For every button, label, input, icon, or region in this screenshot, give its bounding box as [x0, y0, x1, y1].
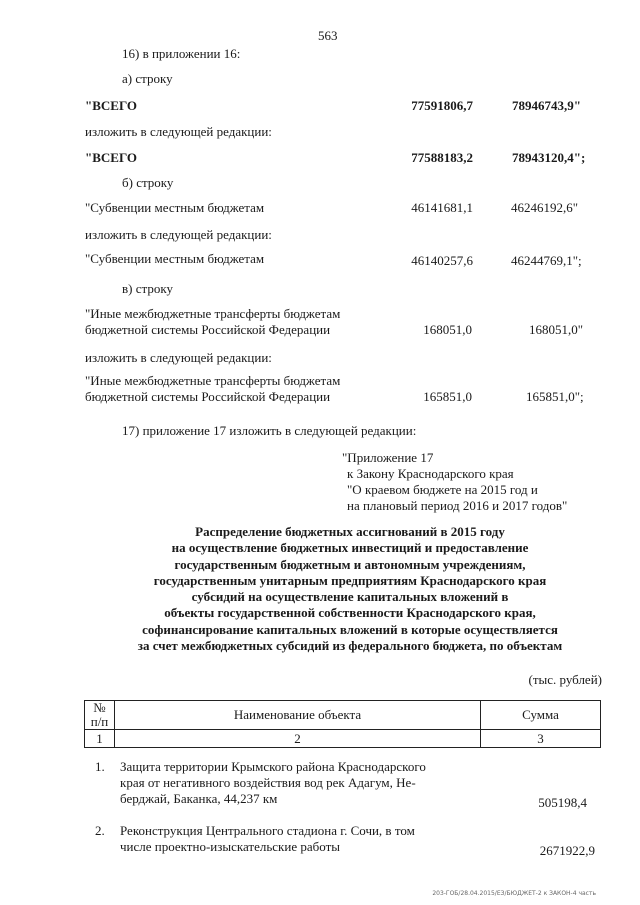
page-number: 563	[318, 28, 338, 43]
row-vsego-new-name: "ВСЕГО	[85, 150, 138, 165]
row-sum: 505198,4	[538, 795, 587, 810]
row-name-line-1: Защита территории Крымского района Краснодарского	[120, 759, 426, 774]
section-b-label: б) строку	[122, 175, 174, 190]
heading-line: Распределение бюджетных ассигнований в 2015 году	[195, 524, 505, 539]
heading-line: объекты государственной собственности Краснодарского края,	[164, 605, 536, 621]
row-transfers-old-2016: 168051,0	[423, 322, 472, 337]
row-subvencii-new-name: "Субвенции местным бюджетам	[85, 251, 265, 266]
heading-line: на осуществление бюджетных инвестиций и предоставление	[171, 540, 529, 556]
row-vsego-old-2016: 77591806,7	[411, 98, 473, 113]
appendix-ref-line-2: к Закону Краснодарского края	[347, 466, 514, 481]
appendix-ref-line-1: "Приложение 17	[342, 450, 434, 465]
section-v-label: в) строку	[122, 281, 173, 296]
row-transfers-old-2017: 168051,0"	[529, 322, 584, 337]
index-cell: 2	[115, 730, 481, 748]
heading-line: государственным унитарным предприятиям Краснодарского края	[153, 572, 547, 588]
section-a-instruction: изложить в следующей редакции:	[85, 124, 272, 139]
row-transfers-old-name-1: "Иные межбюджетные трансферты бюджетам	[85, 306, 341, 321]
row-vsego-old-name: "ВСЕГО	[85, 98, 138, 113]
table-header-row	[85, 701, 601, 730]
index-cell: 1	[85, 730, 115, 748]
row-transfers-new-2017: 165851,0";	[526, 389, 584, 404]
row-transfers-new-name-2: бюджетной системы Российской Федерации	[85, 389, 331, 404]
row-number: 2.	[95, 823, 105, 838]
row-sum: 2671922,9	[539, 843, 595, 858]
section-v-instruction: изложить в следующей редакции:	[85, 350, 272, 365]
col-header-name: Наименование объекта	[115, 701, 481, 730]
row-name-line-2: края от негативного воздействия вод рек Адагум, Не-	[120, 775, 416, 790]
heading-line: государственным бюджетным и автономным учреждениям,	[174, 556, 526, 572]
col-header-number: № п/п	[85, 701, 115, 730]
section-a-label: а) строку	[122, 71, 173, 86]
row-subvencii-old-2017: 46246192,6"	[511, 200, 579, 215]
row-name-line-1: Реконструкция Центрального стадиона г. Сочи, в том	[120, 823, 415, 838]
appendix-ref-line-3: "О краевом бюджете на 2015 год и	[347, 482, 538, 497]
units-label: (тыс. рублей)	[528, 672, 602, 687]
row-vsego-new-2017: 78943120,4";	[512, 150, 586, 165]
row-vsego-old-2017: 78946743,9"	[512, 98, 581, 113]
table-index-row	[85, 730, 601, 748]
heading-line: софинансирование капитальных вложений в которые осуществляется	[142, 621, 558, 637]
distribution-heading	[60, 524, 640, 654]
section-b-instruction: изложить в следующей редакции:	[85, 227, 272, 242]
heading-line: за счет межбюджетных субсидий из федерального бюджета, по объектам	[137, 638, 563, 654]
appendix-ref-line-4: на плановый период 2016 и 2017 годов"	[347, 498, 568, 513]
row-vsego-new-2016: 77588183,2	[411, 150, 473, 165]
row-subvencii-new-2017: 46244769,1";	[511, 253, 582, 268]
row-subvencii-new-2016: 46140257,6	[411, 253, 473, 268]
row-transfers-old-name-2: бюджетной системы Российской Федерации	[85, 322, 331, 337]
heading-line: субсидий на осуществление капитальных вложений в	[191, 589, 509, 605]
index-cell: 3	[481, 730, 601, 748]
row-subvencii-old-2016: 46141681,1	[411, 200, 473, 215]
distribution-table	[84, 700, 601, 748]
row-name-line-2: числе проектно-изыскательские работы	[120, 839, 340, 854]
row-name-line-3: берджай, Баканка, 44,237 км	[120, 791, 278, 806]
row-subvencii-old-name: "Субвенции местным бюджетам	[85, 200, 265, 215]
footer-doc-code: 203-ГОБ/28.04.2015/ЕЗ/БЮДЖЕТ-2 к ЗАКОН-4 часть	[432, 890, 596, 897]
item-17-intro: 17) приложение 17 изложить в следующей редакции:	[122, 423, 417, 438]
row-transfers-new-name-1: "Иные межбюджетные трансферты бюджетам	[85, 373, 341, 388]
item-16-intro: 16) в приложении 16:	[122, 46, 241, 61]
row-transfers-new-2016: 165851,0	[423, 389, 472, 404]
row-number: 1.	[95, 759, 105, 774]
col-header-sum: Сумма	[481, 701, 601, 730]
